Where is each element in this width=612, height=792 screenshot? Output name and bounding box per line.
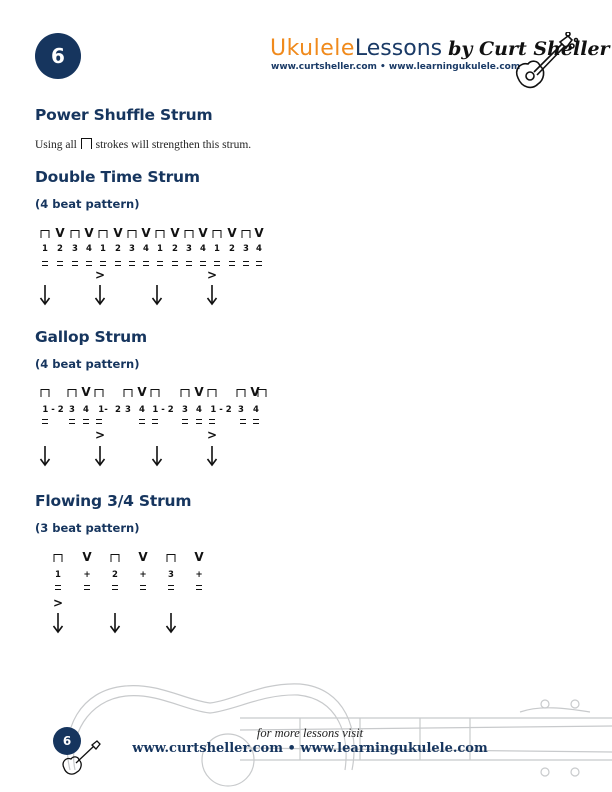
footer-sites: www.curtsheller.com • www.learningukulele.com — [132, 741, 488, 756]
down-strum-symbol — [258, 389, 267, 397]
down-arrow-icon — [151, 445, 163, 467]
count-underline — [253, 419, 259, 424]
count-underline — [209, 419, 215, 424]
down-strum-symbol — [81, 138, 92, 149]
count-underline — [240, 419, 246, 424]
beat-count: 2 — [57, 244, 63, 254]
count-underline — [182, 419, 188, 424]
up-strum-symbol: V — [55, 226, 65, 240]
up-strum-symbol: V — [170, 226, 180, 240]
beat-count: 3 — [125, 405, 131, 415]
beat-count: 3 — [129, 244, 135, 254]
beat-count: 1 - 2 — [210, 405, 232, 415]
count-underline — [72, 261, 78, 266]
down-strum-symbol — [99, 230, 108, 238]
beat-count: 1 — [157, 244, 163, 254]
count-underline — [140, 585, 146, 590]
down-strum-symbol — [208, 389, 217, 397]
count-underline — [83, 419, 89, 424]
beat-count: 4 — [139, 405, 145, 415]
beat-count: 3 — [243, 244, 249, 254]
count-underline — [42, 419, 48, 424]
down-strum-symbol — [128, 230, 137, 238]
count-underline — [243, 261, 249, 266]
beat-count: + — [83, 570, 91, 580]
power-text-after: strokes will strengthen this strum. — [95, 139, 252, 151]
beat-count: 4 — [196, 405, 202, 415]
down-strum-symbol — [54, 554, 63, 562]
beat-count: 2 — [115, 244, 121, 254]
count-underline — [214, 261, 220, 266]
count-underline — [129, 261, 135, 266]
count-underline — [84, 585, 90, 590]
beat-count: 2 — [112, 570, 118, 580]
up-strum-symbol: V — [113, 226, 123, 240]
up-strum-symbol: V — [194, 385, 204, 399]
count-underline — [139, 419, 145, 424]
beat-count: 3 — [72, 244, 78, 254]
double-time-subtitle: (4 beat pattern) — [35, 197, 140, 211]
count-underline — [112, 585, 118, 590]
beat-count: 3 — [238, 405, 244, 415]
down-arrow-icon — [39, 284, 51, 306]
accent-mark: > — [206, 428, 218, 442]
up-strum-symbol: V — [82, 550, 92, 564]
count-underline — [69, 419, 75, 424]
down-arrow-icon — [39, 445, 51, 467]
count-underline — [115, 261, 121, 266]
down-strum-symbol — [167, 554, 176, 562]
beat-count: 4 — [200, 244, 206, 254]
count-underline — [229, 261, 235, 266]
beat-count: 1 - 2 — [42, 405, 64, 415]
gallop-heading: Gallop Strum — [35, 328, 147, 346]
down-arrow-icon — [52, 612, 64, 634]
down-arrow-icon — [109, 612, 121, 634]
accent-mark: > — [94, 268, 106, 282]
brand-author: by Curt Sheller — [448, 38, 610, 60]
count-underline — [143, 261, 149, 266]
down-strum-symbol — [181, 389, 190, 397]
power-shuffle-text — [35, 138, 251, 151]
beat-count: 1 — [100, 244, 106, 254]
beat-count: 1 — [42, 244, 48, 254]
footer-page-number: 6 — [53, 727, 81, 755]
down-arrow-icon — [94, 284, 106, 306]
down-arrow-icon — [206, 284, 218, 306]
accent-mark: > — [94, 428, 106, 442]
up-strum-symbol: V — [137, 385, 147, 399]
count-underline — [196, 419, 202, 424]
up-strum-symbol: V — [227, 226, 237, 240]
down-arrow-icon — [165, 612, 177, 634]
beat-count: 3 — [182, 405, 188, 415]
beat-count: 3 — [69, 405, 75, 415]
down-arrow-icon — [206, 445, 218, 467]
beat-count: 1- — [98, 405, 108, 415]
count-underline — [172, 261, 178, 266]
beat-count: 1 - 2 — [152, 405, 174, 415]
down-strum-symbol — [71, 230, 80, 238]
count-underline — [196, 585, 202, 590]
brand-lessons: Lessons — [354, 36, 443, 61]
brand-ukulele: Ukulele — [270, 36, 355, 61]
count-underline — [86, 261, 92, 266]
beat-count: 2 — [172, 244, 178, 254]
accent-mark: > — [52, 596, 64, 610]
down-strum-symbol — [95, 389, 104, 397]
accent-mark: > — [206, 268, 218, 282]
count-underline — [100, 261, 106, 266]
down-strum-symbol — [68, 389, 77, 397]
down-strum-symbol — [185, 230, 194, 238]
beat-count: + — [139, 570, 147, 580]
beat-count: 2 — [229, 244, 235, 254]
count-underline — [42, 261, 48, 266]
gallop-subtitle: (4 beat pattern) — [35, 357, 140, 371]
power-text-before: Using all — [35, 139, 77, 151]
beat-count: 4 — [83, 405, 89, 415]
beat-count: 1 — [214, 244, 220, 254]
power-shuffle-heading: Power Shuffle Strum — [35, 106, 213, 124]
down-strum-symbol — [124, 389, 133, 397]
header-sites: www.curtsheller.com • www.learningukulele.com — [271, 62, 521, 72]
up-strum-symbol: V — [250, 385, 260, 399]
double-time-heading: Double Time Strum — [35, 168, 200, 186]
down-strum-symbol — [242, 230, 251, 238]
count-underline — [57, 261, 63, 266]
count-underline — [96, 419, 102, 424]
down-strum-symbol — [41, 230, 50, 238]
down-strum-symbol — [41, 389, 50, 397]
beat-count: 4 — [143, 244, 149, 254]
down-strum-symbol — [151, 389, 160, 397]
count-underline — [200, 261, 206, 266]
page-number-badge: 6 — [35, 33, 81, 79]
count-underline — [186, 261, 192, 266]
beat-count: 4 — [86, 244, 92, 254]
beat-count: + — [195, 570, 203, 580]
down-strum-symbol — [111, 554, 120, 562]
flowing-heading: Flowing 3/4 Strum — [35, 492, 192, 510]
flowing-subtitle: (3 beat pattern) — [35, 521, 140, 535]
up-strum-symbol: V — [138, 550, 148, 564]
up-strum-symbol: V — [254, 226, 264, 240]
up-strum-symbol: V — [141, 226, 151, 240]
count-underline — [157, 261, 163, 266]
count-underline — [152, 419, 158, 424]
beat-count: 1 — [55, 570, 61, 580]
beat-count: 2 — [115, 405, 121, 415]
beat-count: 3 — [168, 570, 174, 580]
down-strum-symbol — [213, 230, 222, 238]
beat-count: 4 — [256, 244, 262, 254]
count-underline — [55, 585, 61, 590]
up-strum-symbol: V — [84, 226, 94, 240]
count-underline — [256, 261, 262, 266]
ukulele-icon — [512, 32, 580, 94]
footer-visit-text: for more lessons visit — [256, 726, 364, 740]
down-strum-symbol — [156, 230, 165, 238]
beat-count: 3 — [186, 244, 192, 254]
up-strum-symbol: V — [198, 226, 208, 240]
down-arrow-icon — [151, 284, 163, 306]
down-strum-symbol — [237, 389, 246, 397]
up-strum-symbol: V — [81, 385, 91, 399]
up-strum-symbol: V — [194, 550, 204, 564]
down-arrow-icon — [94, 445, 106, 467]
beat-count: 4 — [253, 405, 259, 415]
count-underline — [168, 585, 174, 590]
